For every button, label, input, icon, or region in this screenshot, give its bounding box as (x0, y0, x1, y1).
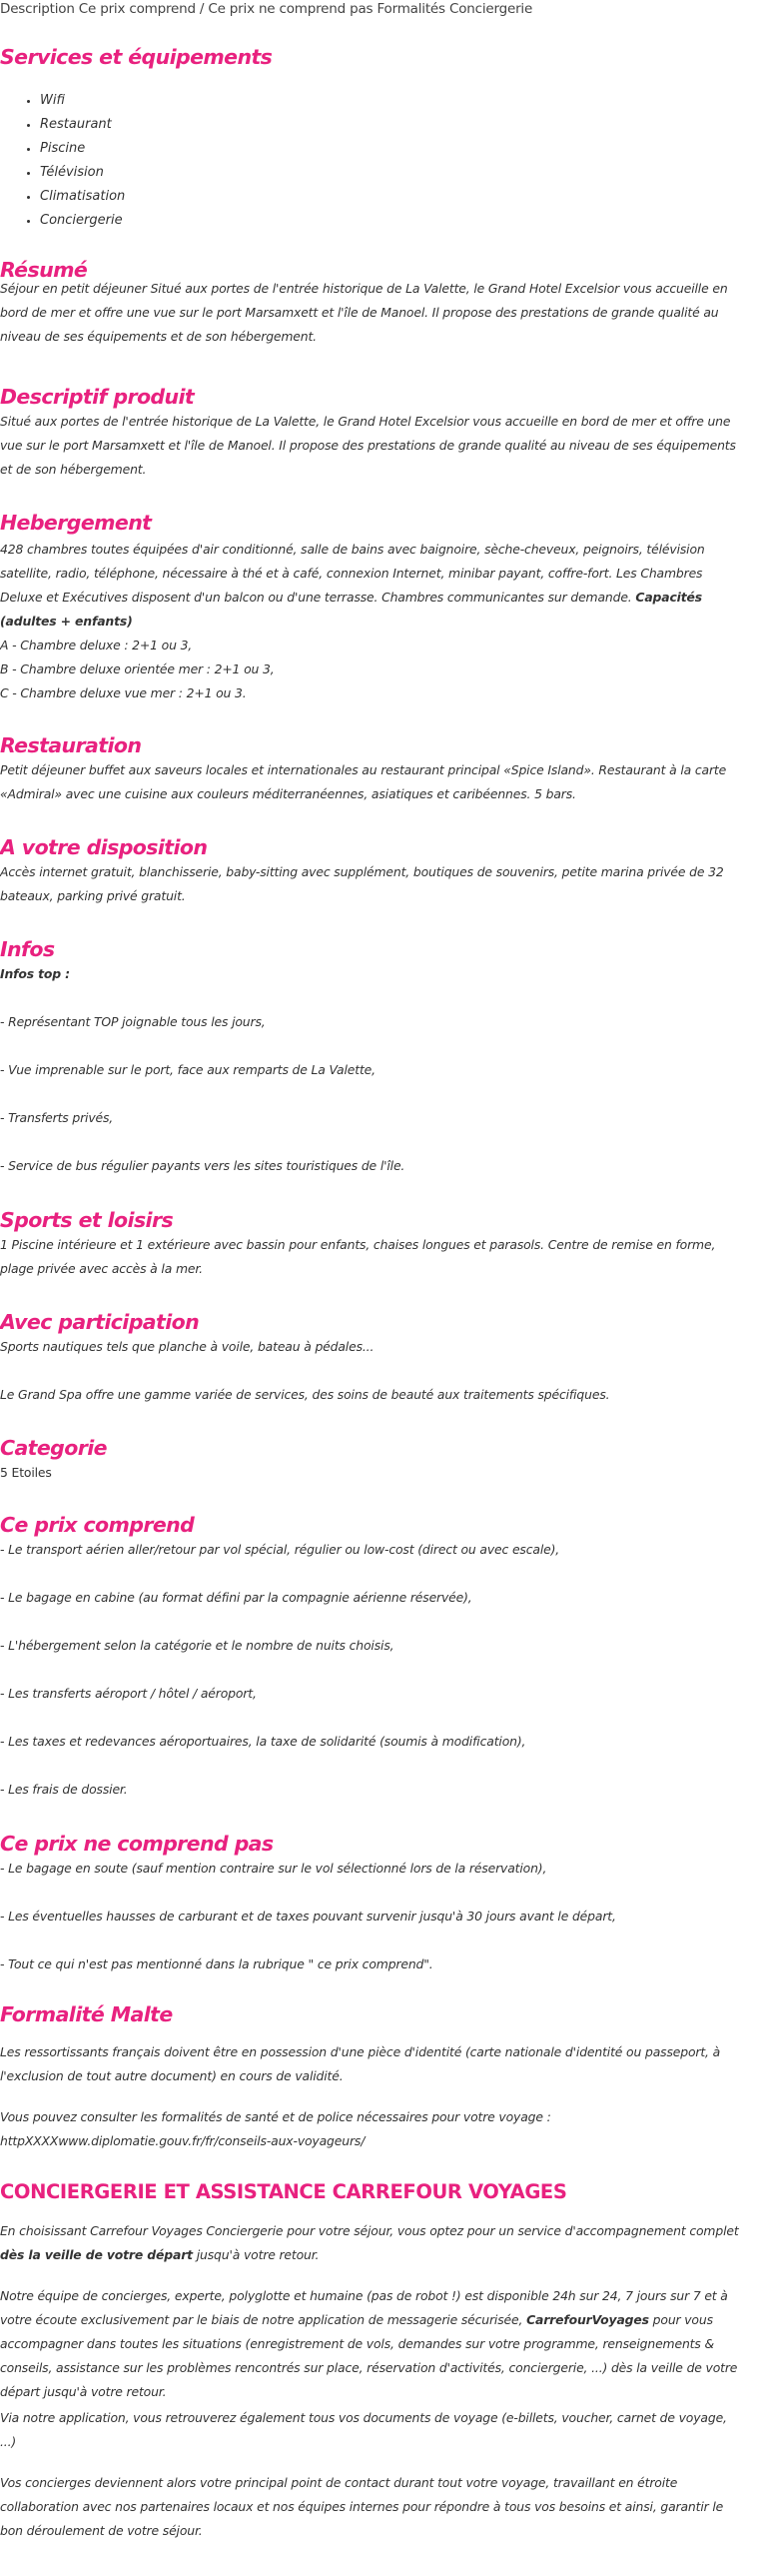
nav-link-conciergerie[interactable]: Conciergerie (448, 1, 533, 17)
room-item: C - Chambre deluxe vue mer : 2+1 ou 3. (0, 685, 247, 700)
info-item: - Représentant TOP joignable tous les jours, (0, 1014, 266, 1029)
hebergement-title: Hebergement (0, 511, 152, 535)
disposition-text: Accès internet gratuit, blanchisserie, baby-sitting avec supplément, boutiques de souvenirs, petite marina privée de 32 bateaux, parking privé gratuit. (0, 864, 724, 903)
conciergerie-p4: Vos concierges deviennent alors votre principal point de contact durant tout votre voyage, travaillant en étroite collaboration avec nos partenaires locaux et nos équipes internes pour répondre à tous vos besoins et ainsi, garantir le bon déroulement de votre séjour. (0, 2475, 724, 2538)
comprend-item: - Les taxes et redevances aéroportuaires, la taxe de solidarité (soumis à modification), (0, 1734, 526, 1749)
section-nav (0, 1, 532, 17)
comprend-item: - Le bagage en cabine (au format défini par la compagnie aérienne réservée), (0, 1590, 472, 1605)
conciergerie-p2-end: pour vous accompagner dans toutes les situations (enregistrement de vols, demandes sur votre programme, renseignements & conseils, assistance sur les problèmes rencontrés sur place, réservation d'activités, conciergerie, ...) dès la veille de votre départ jusqu'à votre retour. (0, 2312, 738, 2399)
nav-link-formalites[interactable]: Formalités (377, 1, 445, 17)
participation-item: Le Grand Spa offre une gamme variée de services, des soins de beauté aux traitements spécifiques. (0, 1387, 610, 1402)
diplomatie-link[interactable]: httpXXXXwww.diplomatie.gouv.fr/fr/conseils-aux-voyageurs/ (0, 2133, 366, 2148)
infos-top-label: Infos top : (0, 966, 70, 981)
room-item: A - Chambre deluxe : 2+1 ou 3, (0, 638, 193, 652)
comprend-item: - Les frais de dossier. (0, 1782, 128, 1797)
service-item: • Conciergerie (40, 209, 125, 233)
ne-comprend-item: - Les éventuelles hausses de carburant et de taxes pouvant survenir jusqu'à 30 jours avant le départ, (0, 1909, 616, 1924)
disposition-title: A votre disposition (0, 835, 208, 859)
restauration-title: Restauration (0, 733, 142, 757)
comprend-item: - Les transferts aéroport / hôtel / aéroport, (0, 1686, 257, 1701)
conciergerie-p3: Via notre application, vous retrouverez également tous vos documents de voyage (e-billets, voucher, carnet de voyage, ...) (0, 2410, 727, 2449)
conciergerie-app-name: CarrefourVoyages (526, 2312, 649, 2327)
services-title: Services et équipements (0, 45, 273, 69)
conciergerie-p1-text: En choisissant Carrefour Voyages Conciergerie pour votre séjour, vous optez pour un service d'accompagnement complet (0, 2223, 739, 2238)
info-item: - Transferts privés, (0, 1110, 114, 1125)
comprend-list (0, 1538, 745, 1802)
hebergement-description: 428 chambres toutes équipées d'air conditionné, salle de bains avec baignoire, sèche-cheveux, peignoirs, télévision satellite, radio, téléphone, nécessaire à thé et à café, connexion Internet, minibar payant, coffre-fort. Les Chambres Deluxe et Exécutives disposent d'un balcon ou d'une terrasse. Chambres communicantes sur demande. (0, 542, 705, 605)
room-item: B - Chambre deluxe orientée mer : 2+1 ou 3, (0, 661, 275, 676)
comprend-item: - Le transport aérien aller/retour par vol spécial, régulier ou low-cost (direct ou avec escale), (0, 1542, 560, 1557)
conciergerie-p1-end: jusqu'à votre retour. (196, 2247, 320, 2262)
formalite-p1: Les ressortissants français doivent être en possession d'une pièce d'identité (carte nationale d'identité ou passeport, à l'exclusion de tout autre document) en cours de validité. (0, 2044, 721, 2083)
formalite-title: Formalité Malte (0, 2002, 173, 2026)
ne-comprend-list (0, 1857, 745, 1976)
categorie-value: 5 Etoiles (0, 1465, 52, 1480)
info-item: - Vue imprenable sur le port, face aux remparts de La Valette, (0, 1062, 376, 1077)
descriptif-text: Situé aux portes de l'entrée historique de La Valette, le Grand Hotel Excelsior vous accueille en bord de mer et offre une vue sur le port Marsamxett et l'île de Manoel. Il propose des prestations de grande qualité au niveau de ses équipements et de son hébergement. (0, 414, 736, 477)
formalite-p2 (0, 2105, 745, 2153)
service-item: • Climatisation (40, 185, 125, 209)
ne-comprend-title: Ce prix ne comprend pas (0, 1832, 274, 1856)
service-item: • Wifi (40, 89, 125, 113)
conciergerie-p1-bold: dès la veille de votre départ (0, 2247, 193, 2262)
info-item: - Service de bus régulier payants vers les sites touristiques de l'île. (0, 1158, 405, 1173)
formalite-p2-line1: Vous pouvez consulter les formalités de santé et de police nécessaires pour votre voyage : (0, 2109, 551, 2124)
sports-title: Sports et loisirs (0, 1208, 174, 1232)
resume-text: Séjour en petit déjeuner Situé aux portes de l'entrée historique de La Valette, le Grand Hotel Excelsior vous accueille en bord de mer et offre une vue sur le port Marsamxett et l'île de Manoel. Il propose des prestations de grande qualité au niveau de ses équipements et de son hébergement. (0, 281, 728, 344)
conciergerie-p2 (0, 2284, 745, 2404)
service-item: • Télévision (40, 161, 125, 185)
comprend-title: Ce prix comprend (0, 1513, 195, 1537)
infos-title: Infos (0, 937, 55, 961)
sports-text: 1 Piscine intérieure et 1 extérieure avec bassin pour enfants, chaises longues et parasols. Centre de remise en forme, plage privée avec accès à la mer. (0, 1237, 716, 1276)
infos-list (0, 962, 745, 1178)
ne-comprend-item: - Le bagage en soute (sauf mention contraire sur le vol sélectionné lors de la réservation), (0, 1861, 547, 1876)
conciergerie-p1 (0, 2219, 745, 2267)
participation-title: Avec participation (0, 1310, 200, 1334)
nav-link-prix[interactable]: Ce prix comprend / Ce prix ne comprend pas (78, 1, 374, 17)
comprend-item: - L'hébergement selon la catégorie et le nombre de nuits choisis, (0, 1638, 394, 1653)
capacites-label: Capacités (adultes + enfants) (0, 590, 703, 629)
participation-list (0, 1335, 745, 1407)
room-list (0, 634, 275, 705)
resume-title: Résumé (0, 258, 88, 282)
restauration-text: Petit déjeuner buffet aux saveurs locales et internationales au restaurant principal «Spice Island». Restaurant à la carte «Admiral» avec une cuisine aux couleurs méditerranéennes, asiatiques et caribéennes. 5 bars. (0, 762, 727, 801)
ne-comprend-item: - Tout ce qui n'est pas mentionné dans la rubrique " ce prix comprend". (0, 1956, 433, 1971)
nav-link-description[interactable]: Description (0, 1, 75, 17)
service-item: • Restaurant (40, 113, 125, 137)
categorie-title: Categorie (0, 1436, 107, 1460)
service-item: • Piscine (40, 137, 125, 161)
conciergerie-p2-text: Notre équipe de concierges, experte, polyglotte et humaine (pas de robot !) est disponible 24h sur 24, 7 jours sur 7 et à votre écoute exclusivement par le biais de notre application de messagerie sécurisée, (0, 2288, 728, 2327)
participation-item: Sports nautiques tels que planche à voile, bateau à pédales... (0, 1339, 375, 1354)
hebergement-text (0, 538, 743, 634)
descriptif-title: Descriptif produit (0, 385, 195, 409)
services-list (0, 89, 125, 233)
conciergerie-title: CONCIERGERIE ET ASSISTANCE CARREFOUR VOYAGES (0, 2180, 567, 2203)
